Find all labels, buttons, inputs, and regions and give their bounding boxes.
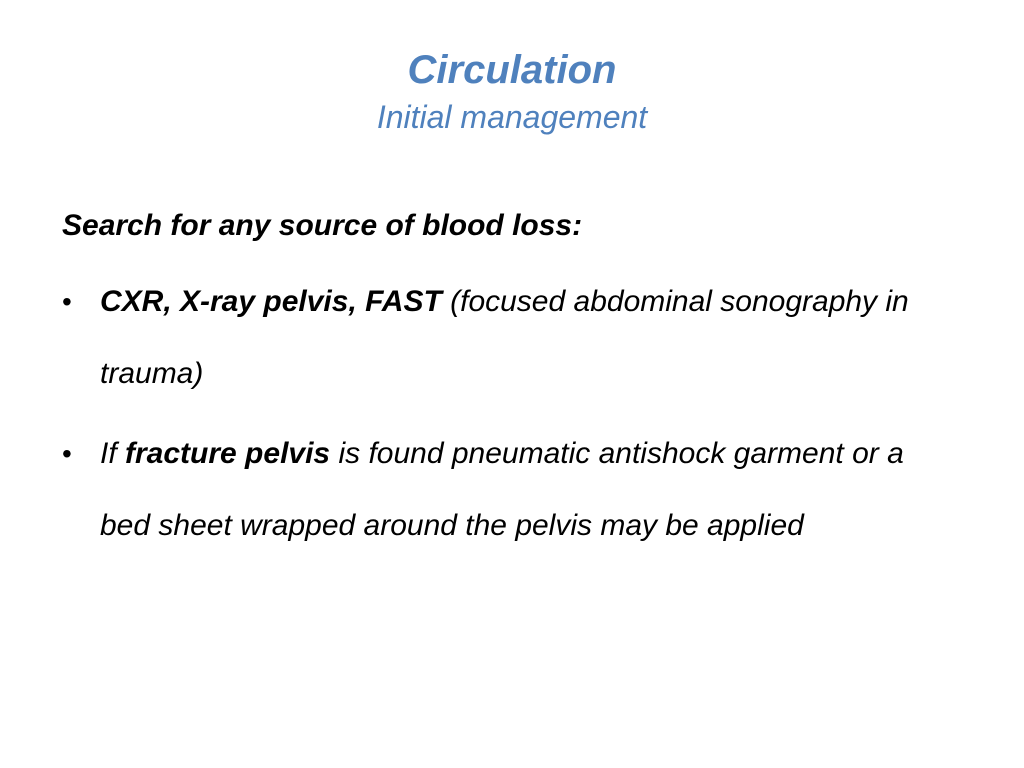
bullet-item-2 xyxy=(62,418,962,562)
bullet-item-1 xyxy=(62,266,962,410)
slide-subtitle: Initial management xyxy=(376,99,648,135)
bullet-dot-icon: • xyxy=(62,438,72,469)
lead-text: Search for any source of blood loss: xyxy=(62,209,583,242)
bullet-1-text: (focused abdominal sonography in trauma) xyxy=(100,285,909,390)
bullet-2-bold-text: fracture pelvis xyxy=(125,437,331,470)
slide-title: Circulation xyxy=(407,48,617,92)
bullet-1-bold-text: CXR, X-ray pelvis, FAST xyxy=(100,285,442,318)
slide-content xyxy=(62,198,962,570)
bullet-list xyxy=(62,266,962,562)
title-block xyxy=(0,44,1024,138)
bullet-2-text-start: If xyxy=(100,437,126,470)
bullet-2-text-end: is found pneumatic antishock garment or a bed sheet wrapped around the pelvis may be applied xyxy=(100,437,904,542)
bullet-dot-icon: • xyxy=(62,286,72,317)
